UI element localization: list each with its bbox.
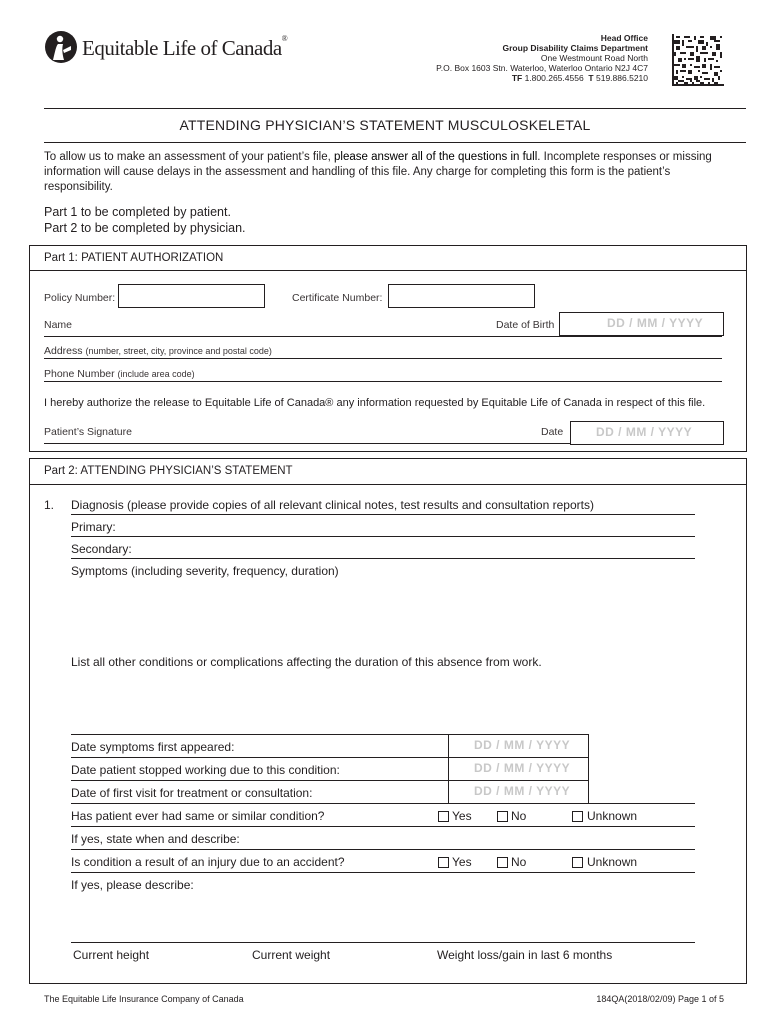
symptoms-input[interactable] xyxy=(71,582,695,642)
certificate-number-input[interactable] xyxy=(388,284,535,308)
signature-label: Patient’s Signature xyxy=(44,426,132,438)
accident-yes-label: Yes xyxy=(452,855,472,869)
current-height-input[interactable] xyxy=(71,962,241,976)
part1-heading-divider xyxy=(29,270,746,271)
signature-date-label: Date xyxy=(541,426,564,438)
similar-no-checkbox[interactable] xyxy=(497,811,508,822)
phone-input[interactable] xyxy=(200,363,722,381)
office-street: One Westmount Road North xyxy=(540,53,648,63)
dob-placeholder: DD / MM / YYYY xyxy=(607,316,704,330)
accident-describe-label: If yes, please describe: xyxy=(71,878,194,892)
part2-heading: Part 2: ATTENDING PHYSICIAN’S STATEMENT xyxy=(44,465,293,477)
similar-describe-underline xyxy=(71,849,695,850)
certificate-number-label: Certificate Number: xyxy=(292,292,383,304)
title-underline xyxy=(44,142,746,143)
address-underline xyxy=(44,358,722,359)
office-po-box: P.O. Box 1603 Stn. Waterloo, Waterloo Ontario N2J 4C7 xyxy=(436,63,648,73)
weight-change-input[interactable] xyxy=(435,962,695,976)
question-1-number: 1. xyxy=(44,498,55,512)
primary-underline xyxy=(71,536,695,537)
question-1-title: Diagnosis (please provide copies of all relevant clinical notes, test results and consultation reports) xyxy=(71,498,594,512)
accident-label: Is condition a result of an injury due to an accident? xyxy=(71,855,345,869)
primary-diagnosis-label: Primary: xyxy=(71,520,116,534)
similar-no-label: No xyxy=(511,809,527,823)
part2-instruction: Part 2 to be completed by physician. xyxy=(44,221,246,235)
date-stopped-working-placeholder: DD / MM / YYYY xyxy=(474,761,571,775)
signature-underline xyxy=(44,443,570,444)
brand-name: Equitable Life of Canada® xyxy=(82,34,288,60)
similar-describe-input[interactable] xyxy=(240,830,695,848)
phone-underline xyxy=(44,381,722,382)
other-conditions-input[interactable] xyxy=(71,673,695,731)
date-symptoms-appeared-placeholder: DD / MM / YYYY xyxy=(474,738,571,752)
policy-number-input[interactable] xyxy=(118,284,265,308)
accident-yes-checkbox[interactable] xyxy=(438,857,449,868)
accident-no-checkbox[interactable] xyxy=(497,857,508,868)
date-first-visit-label: Date of first visit for treatment or consultation: xyxy=(71,786,313,800)
other-conditions-label: List all other conditions or complications affecting the duration of this absence from work. xyxy=(71,655,542,669)
date-first-visit-placeholder: DD / MM / YYYY xyxy=(474,784,571,798)
current-weight-input[interactable] xyxy=(250,962,428,976)
address-label: Address (number, street, city, province and postal code) xyxy=(44,345,272,357)
part1-instruction: Part 1 to be completed by patient. xyxy=(44,205,231,219)
similar-condition-label: Has patient ever had same or similar condition? xyxy=(71,809,325,823)
office-title: Head Office xyxy=(600,33,648,43)
current-height-label: Current height xyxy=(73,948,150,962)
accident-unknown-label: Unknown xyxy=(587,855,638,869)
date-row3-underline xyxy=(71,803,695,804)
signature-input[interactable] xyxy=(130,420,520,440)
registered-mark: ® xyxy=(281,34,288,43)
date-stopped-working-label: Date patient stopped working due to this condition: xyxy=(71,763,340,777)
head-office-address xyxy=(436,33,648,83)
footer-company: The Equitable Life Insurance Company of Canada xyxy=(44,994,244,1004)
dates-right-border xyxy=(588,734,589,804)
accident-no-label: No xyxy=(511,855,527,869)
weight-change-label: Weight loss/gain in last 6 months xyxy=(437,948,613,962)
name-underline xyxy=(44,336,722,337)
signature-date-placeholder: DD / MM / YYYY xyxy=(596,425,693,439)
similar-unknown-label: Unknown xyxy=(587,809,638,823)
primary-diagnosis-input[interactable] xyxy=(118,518,695,536)
barcode-2d xyxy=(672,34,724,86)
page-title: ATTENDING PHYSICIAN’S STATEMENT MUSCULOSKELETAL xyxy=(179,117,591,133)
footer-form-code: 184QA(2018/02/09) Page 1 of 5 xyxy=(596,994,724,1004)
address-input[interactable] xyxy=(285,340,722,358)
policy-number-label: Policy Number: xyxy=(44,292,116,304)
similar-unknown-checkbox[interactable] xyxy=(572,811,583,822)
name-label: Name xyxy=(44,319,73,331)
accident-underline xyxy=(71,872,695,873)
accident-unknown-checkbox[interactable] xyxy=(572,857,583,868)
secondary-diagnosis-input[interactable] xyxy=(135,540,695,558)
phone-label: Phone Number (include area code) xyxy=(44,368,195,380)
similar-yes-checkbox[interactable] xyxy=(438,811,449,822)
dob-label: Date of Birth xyxy=(496,319,555,331)
secondary-underline xyxy=(71,558,695,559)
phone-hint: (include area code) xyxy=(117,369,195,379)
current-weight-label: Current weight xyxy=(252,948,331,962)
part1-heading: Part 1: PATIENT AUTHORIZATION xyxy=(44,252,224,264)
intro-paragraph: To allow us to make an assessment of your patient’s file, please answer all of the questions in full. Incomplete responses or missing information will cause delays in the assessment and handling of this file. Any charge for completing this form is the patient’s responsibility. xyxy=(44,151,712,193)
similar-yes-label: Yes xyxy=(452,809,472,823)
accident-describe-input[interactable] xyxy=(71,896,695,938)
authorization-statement: I hereby authorize the release to Equitable Life of Canada® any information requested by Equitable Life of Canada in respect of this file. xyxy=(44,397,706,409)
address-hint: (number, street, city, province and postal code) xyxy=(85,346,272,356)
name-input[interactable] xyxy=(78,312,488,332)
symptoms-label: Symptoms (including severity, frequency, duration) xyxy=(71,564,339,578)
accident-describe-underline xyxy=(71,942,695,943)
header-divider xyxy=(44,108,746,109)
office-department: Group Disability Claims Department xyxy=(502,43,648,53)
date-symptoms-appeared-label: Date symptoms first appeared: xyxy=(71,740,235,754)
q1-title-underline xyxy=(71,514,695,515)
similar-describe-label: If yes, state when and describe: xyxy=(71,832,240,846)
secondary-diagnosis-label: Secondary: xyxy=(71,542,132,556)
part2-heading-divider xyxy=(29,484,746,485)
intro-emphasis: please answer all of the questions in full xyxy=(334,151,538,163)
office-phone: TF 1.800.265.4556 T 519.886.5210 xyxy=(511,73,648,83)
company-logo-icon xyxy=(44,30,78,64)
similar-underline xyxy=(71,826,695,827)
